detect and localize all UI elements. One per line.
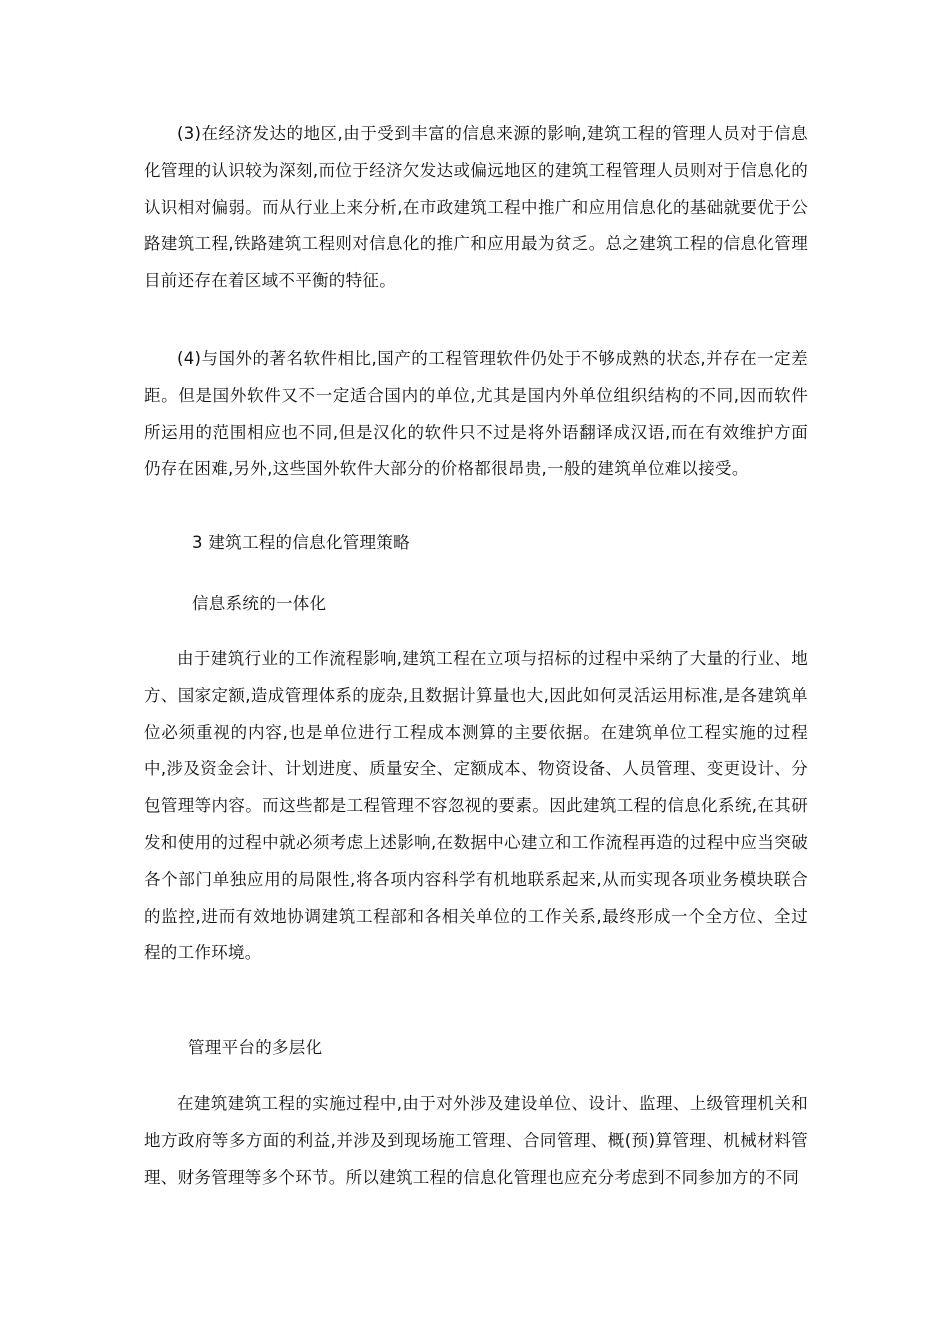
paragraph-system-integration: 由于建筑行业的工作流程影响,建筑工程在立项与招标的过程中采纳了大量的行业、地方、国家定额,造成管理体系的庞杂,且数据计算量也大,因此如何灵活运用标准,是各建筑单位必须重视的内容,也是单位进行工程成本测算的主要依据。在建筑单位工程实施的过程中,涉及资金会计、计划进度、质量安全、定额成本、物资设备、人员管理、变更设计、分包管理等内容。而这些都是工程管理不容忽视的要素。因此建筑工程的信息化系统,在其研发和使用的过程中就必须考虑上述影响,在数据中心建立和工作流程再造的过程中应当突破各个部门单独应用的局限性,将各项内容科学有机地联系起来,从而实现各项业务模块联合的监控,进而有效地协调建筑工程部和各相关单位的工作关系,最终形成一个全方位、全过程的工作环境。 — [144, 649, 808, 963]
subheading-system-integration: 信息系统的一体化 — [192, 594, 327, 613]
section-heading: 3 建筑工程的信息化管理策略 — [192, 533, 410, 552]
subheading-platform-layering: 管理平台的多层化 — [188, 1038, 323, 1057]
paragraph-point-4: (4)与国外的著名软件相比,国产的工程管理软件仍处于不够成熟的状态,并存在一定差距。但是国外软件又不一定适合国内的单位,尤其是国内外单位组织结构的不同,因而软件所运用的范围相应也不同,但是汉化的软件只不过是将外语翻译成汉语,而在有效维护方面仍存在困难,另外,这些国外软件大部分的价格都很昂贵,一般的建筑单位难以接受。 — [144, 349, 808, 479]
paragraph-platform-layering: 在建筑建筑工程的实施过程中,由于对外涉及建设单位、设计、监理、上级管理机关和地方政府等多方面的利益,并涉及到现场施工管理、合同管理、概(预)算管理、机械材料管理、财务管理等多个环节。所以建筑工程的信息化管理也应充分考虑到不同参加方的不同 — [144, 1094, 808, 1187]
paragraph-point-3: (3)在经济发达的地区,由于受到丰富的信息来源的影响,建筑工程的管理人员对于信息化管理的认识较为深刻,而位于经济欠发达或偏远地区的建筑工程管理人员则对于信息化的认识相对偏弱。而从行业上来分析,在市政建筑工程中推广和应用信息化的基础就要优于公路建筑工程,铁路建筑工程则对信息化的推广和应用最为贫乏。总之建筑工程的信息化管理目前还存在着区域不平衡的特征。 — [144, 124, 808, 291]
